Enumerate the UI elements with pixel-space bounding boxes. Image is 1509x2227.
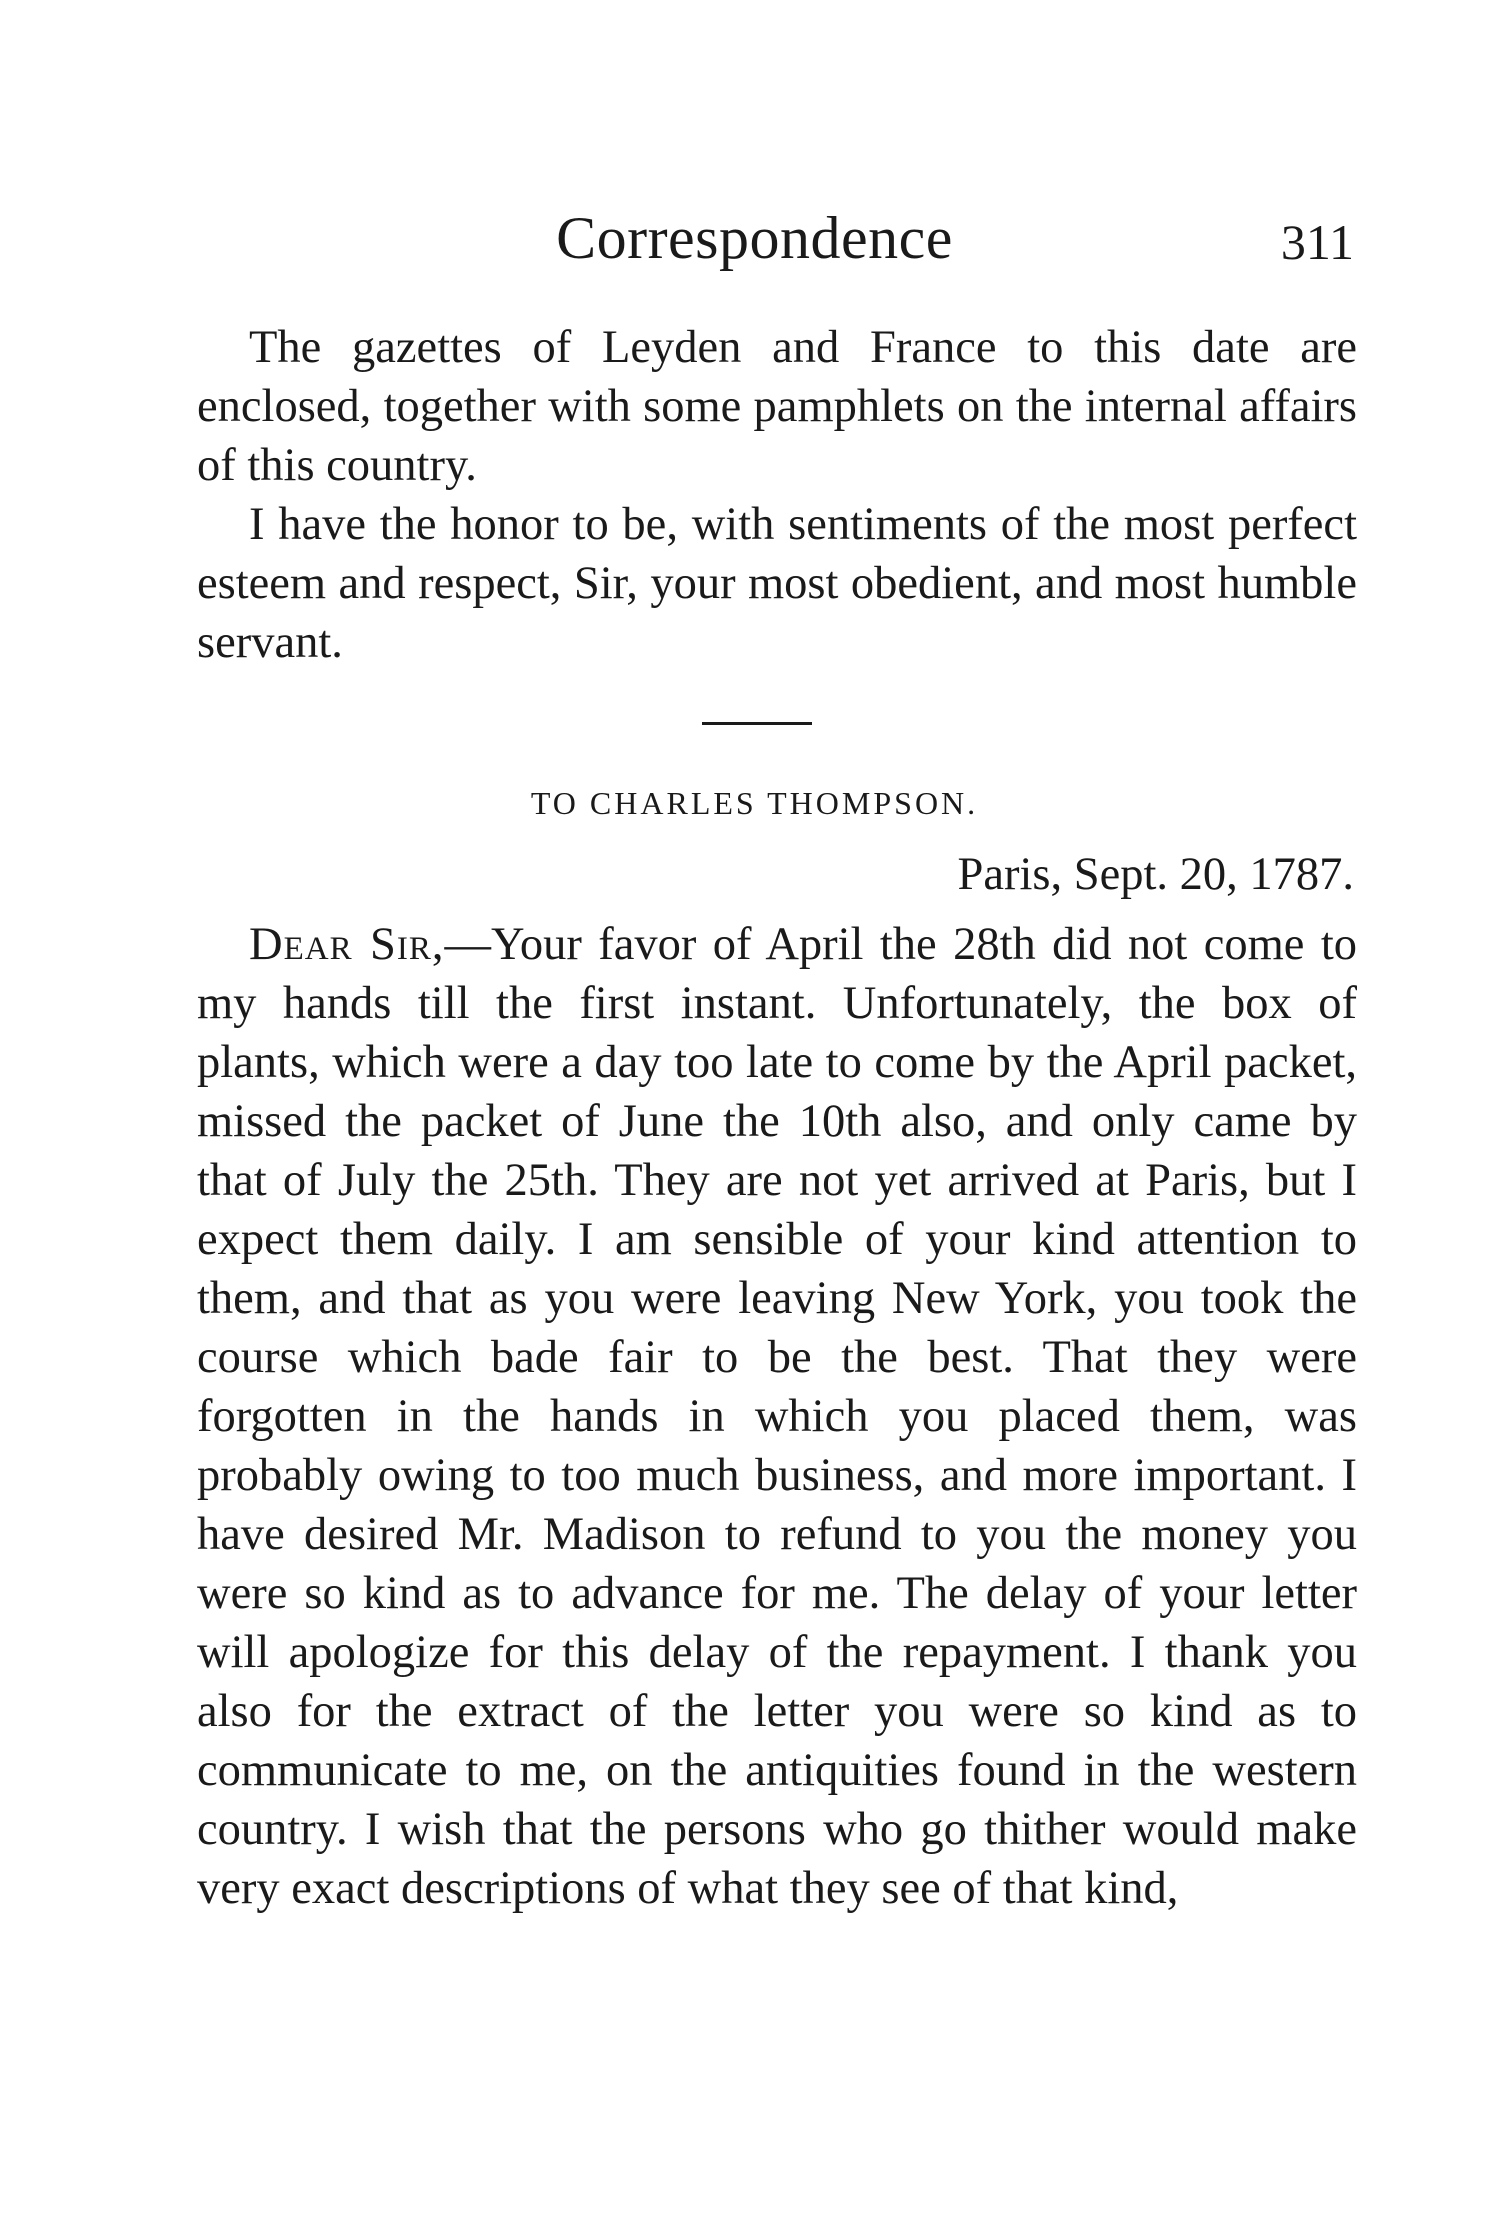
paragraph-gazettes: The gazettes of Leyden and France to this date are enclosed, together with some pamphlets on the internal affairs of this country. xyxy=(197,322,1357,491)
letter-salutation: Dear Sir, xyxy=(249,919,445,970)
running-head xyxy=(0,198,1509,278)
paragraph-valediction: I have the honor to be, with sentiments of the most perfect esteem and respect, Sir, your most obedient, and most humble servant. xyxy=(197,499,1357,668)
letter-dateline: Paris, Sept. 20, 1787. xyxy=(957,849,1354,900)
previous-letter-closing xyxy=(197,318,1357,672)
letter-paragraph xyxy=(197,915,1357,1918)
letter-body-text: —Your favor of April the 28th did not come to my hands till the first instant. Unfortunately, the box of plants, which were a day too late to come by the April packet, missed the packet of June the 10th also, and only came by that of July the 25th. They are not yet arrived at Paris, but I expect them daily. I am sensible of your kind attention to them, and that as you were leaving New York, you took the course which bade fair to be the best. That they were forgotten in the hands in which you placed them, was probably owing to too much business, and more important. I have desired Mr. Madison to refund to you the money you were so kind as to advance for me. The delay of your letter will apologize for this delay of the repayment. I thank you also for the extract of the letter you were so kind as to communicate to me, on the antiquities found in the western country. I wish that the persons who go thither would make very exact descriptions of what they see of that kind, xyxy=(197,919,1357,1914)
section-divider xyxy=(702,722,812,725)
letter-heading: TO CHARLES THOMPSON. xyxy=(530,785,979,821)
page-number: 311 xyxy=(1280,214,1354,270)
letter-body xyxy=(197,915,1357,1918)
running-title: Correspondence xyxy=(556,205,953,271)
